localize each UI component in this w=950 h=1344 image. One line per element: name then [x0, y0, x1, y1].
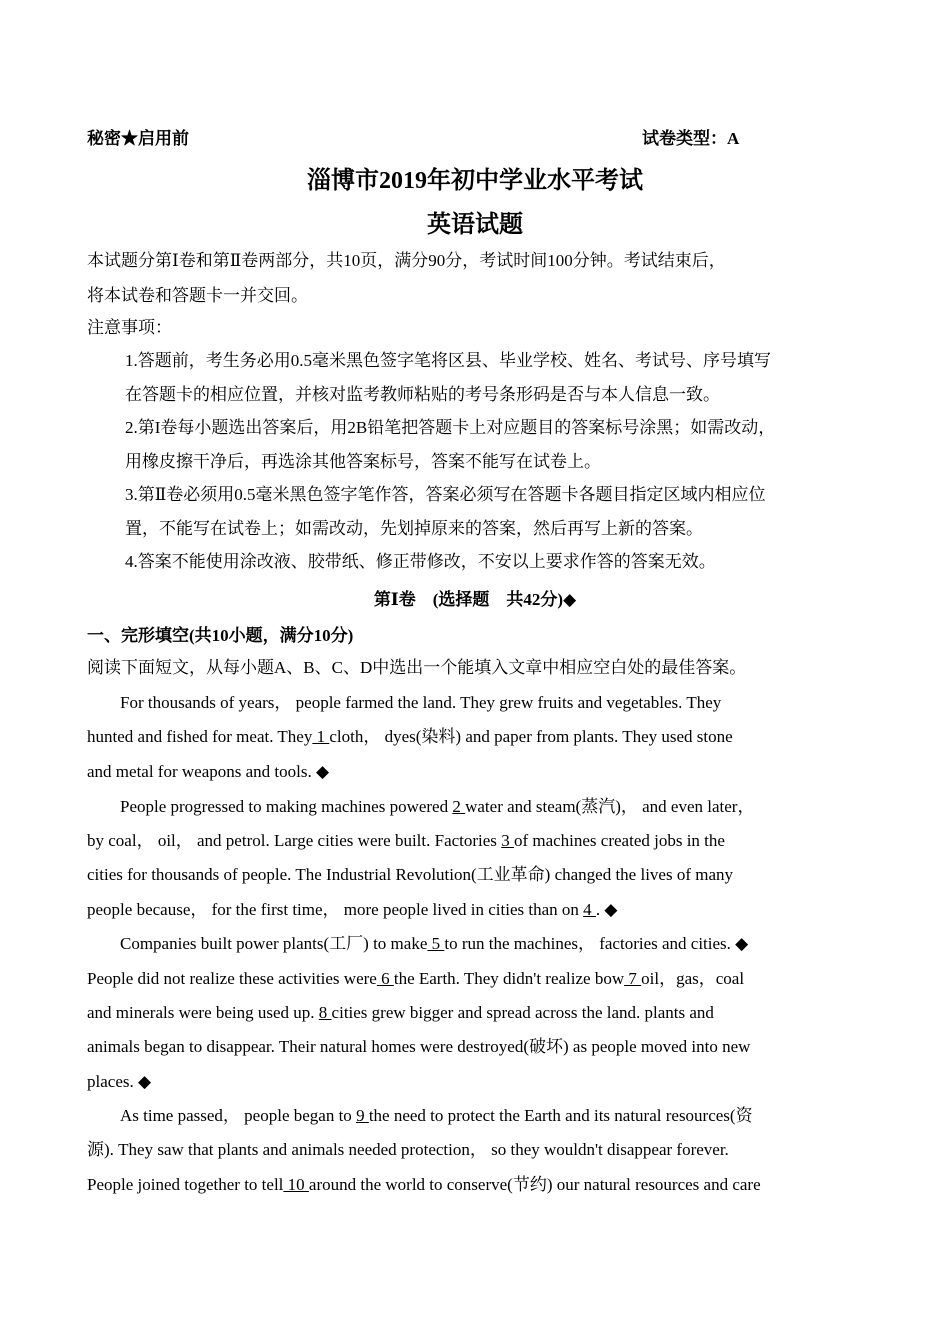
- blank-6: 6: [376, 969, 394, 988]
- passage-text: cloth， dyes(染料) and paper from plants. They used stone: [329, 727, 733, 746]
- passage-text: People joined together to tell: [87, 1175, 284, 1194]
- blank-2: 2: [452, 797, 466, 816]
- passage-text: to run the machines， factories and cities. ◆: [444, 934, 749, 953]
- section-title: 一、完形填空(共10小题，满分10分): [87, 626, 354, 645]
- passage-text: and minerals were being used up.: [87, 1003, 319, 1022]
- passage-p4-line3: [87, 1173, 761, 1197]
- intro-line-1: 本试题分第Ⅰ卷和第Ⅱ卷两部分，共10页，满分90分，考试时间100分钟。考试结束后，: [87, 251, 726, 270]
- note-2a: 2.第I卷每小题选出答案后，用2B铅笔把答题卡上对应题目的答案标号涂黑；如需改动，: [125, 418, 776, 437]
- passage-text: oil，gas，coal: [641, 969, 745, 988]
- exam-subtitle: 英语试题: [427, 212, 523, 238]
- passage-p1-line3: and metal for weapons and tools. ◆: [87, 762, 330, 781]
- blank-3: 3: [501, 831, 514, 850]
- passage-p2-line1: [120, 795, 754, 819]
- passage-text: the Earth. They didn't realize bow: [393, 969, 625, 988]
- passage-p3-line2: [87, 967, 744, 991]
- note-2b: 用橡皮擦干净后，再选涂其他答案标号，答案不能写在试卷上。: [125, 452, 601, 471]
- blank-9: 9: [356, 1106, 369, 1125]
- passage-p1-line1: For thousands of years， people farmed the land. They grew fruits and vegetables. They: [120, 693, 722, 712]
- passage-text: around the world to conserve(节约) our natural resources and care: [308, 1175, 761, 1194]
- notes-label: 注意事项：: [87, 318, 172, 337]
- note-1b: 在答题卡的相应位置，并核对监考教师粘贴的考号条形码是否与本人信息一致。: [125, 385, 720, 404]
- blank-8: 8: [318, 1003, 332, 1022]
- note-3b: 置，不能写在试卷上；如需改动，先划掉原来的答案，然后再写上新的答案。: [125, 519, 703, 538]
- passage-text: people because， for the first time， more people lived in cities than on: [87, 900, 584, 919]
- passage-text: Companies built power plants(工厂) to make: [120, 934, 428, 953]
- paper-type: 试卷类型：A: [642, 129, 740, 148]
- note-4: 4.答案不能使用涂改液、胶带纸、修正带修改，不安以上要求作答的答案无效。: [125, 552, 716, 571]
- passage-text: of machines created jobs in the: [513, 831, 725, 850]
- passage-text: by coal， oil， and petrol. Large cities were built. Factories: [87, 831, 502, 850]
- note-3a: 3.第Ⅱ卷必须用0.5毫米黑色签字笔作答，答案必须写在答题卡各题目指定区域内相应位: [125, 485, 766, 504]
- blank-4: 4: [583, 900, 596, 919]
- blank-1: 1: [312, 727, 330, 746]
- passage-text: the need to protect the Earth and its natural resources(资: [368, 1106, 753, 1125]
- passage-p2-line3: cities for thousands of people. The Industrial Revolution(工业革命) changed the lives of many: [87, 865, 734, 884]
- passage-p3-line1: [120, 932, 748, 956]
- blank-10: 10: [283, 1175, 309, 1194]
- passage-text: cities grew bigger and spread across the land. plants and: [331, 1003, 714, 1022]
- confidential-mark: 秘密★启用前: [87, 129, 189, 148]
- intro-line-2: 将本试卷和答题卡一并交回。: [87, 286, 308, 305]
- section-instruction: 阅读下面短文，从每小题A、B、C、D中选出一个能填入文章中相应空白处的最佳答案。: [87, 658, 747, 677]
- passage-text: People progressed to making machines powered: [120, 797, 453, 816]
- passage-p3-line3: [87, 1001, 714, 1025]
- passage-p3-line4: animals began to disappear. Their natural homes were destroyed(破坏) as people moved into new: [87, 1037, 751, 1056]
- part1-heading: 第Ⅰ卷 (选择题 共42分)◆: [373, 590, 577, 609]
- passage-p2-line4: [87, 898, 617, 922]
- passage-p4-line2: 源). They saw that plants and animals needed protection， so they wouldn't disappear forever.: [87, 1140, 729, 1159]
- passage-p1-line2: [87, 725, 733, 749]
- blank-5: 5: [427, 934, 445, 953]
- passage-p2-line2: [87, 829, 725, 853]
- exam-title: 淄博市2019年初中学业水平考试: [307, 168, 643, 194]
- passage-text: water and steam(蒸汽)， and even later，: [465, 797, 755, 816]
- passage-text: As time passed， people began to: [120, 1106, 357, 1125]
- passage-text: . ◆: [595, 900, 618, 919]
- passage-p4-line1: [120, 1104, 753, 1128]
- passage-text: People did not realize these activities were: [87, 969, 377, 988]
- passage-text: hunted and fished for meat. They: [87, 727, 313, 746]
- passage-p3-line5: places. ◆: [87, 1072, 152, 1091]
- note-1a: 1.答题前，考生务必用0.5毫米黑色签字笔将区县、毕业学校、姓名、考试号、序号填写: [125, 351, 771, 370]
- blank-7: 7: [624, 969, 642, 988]
